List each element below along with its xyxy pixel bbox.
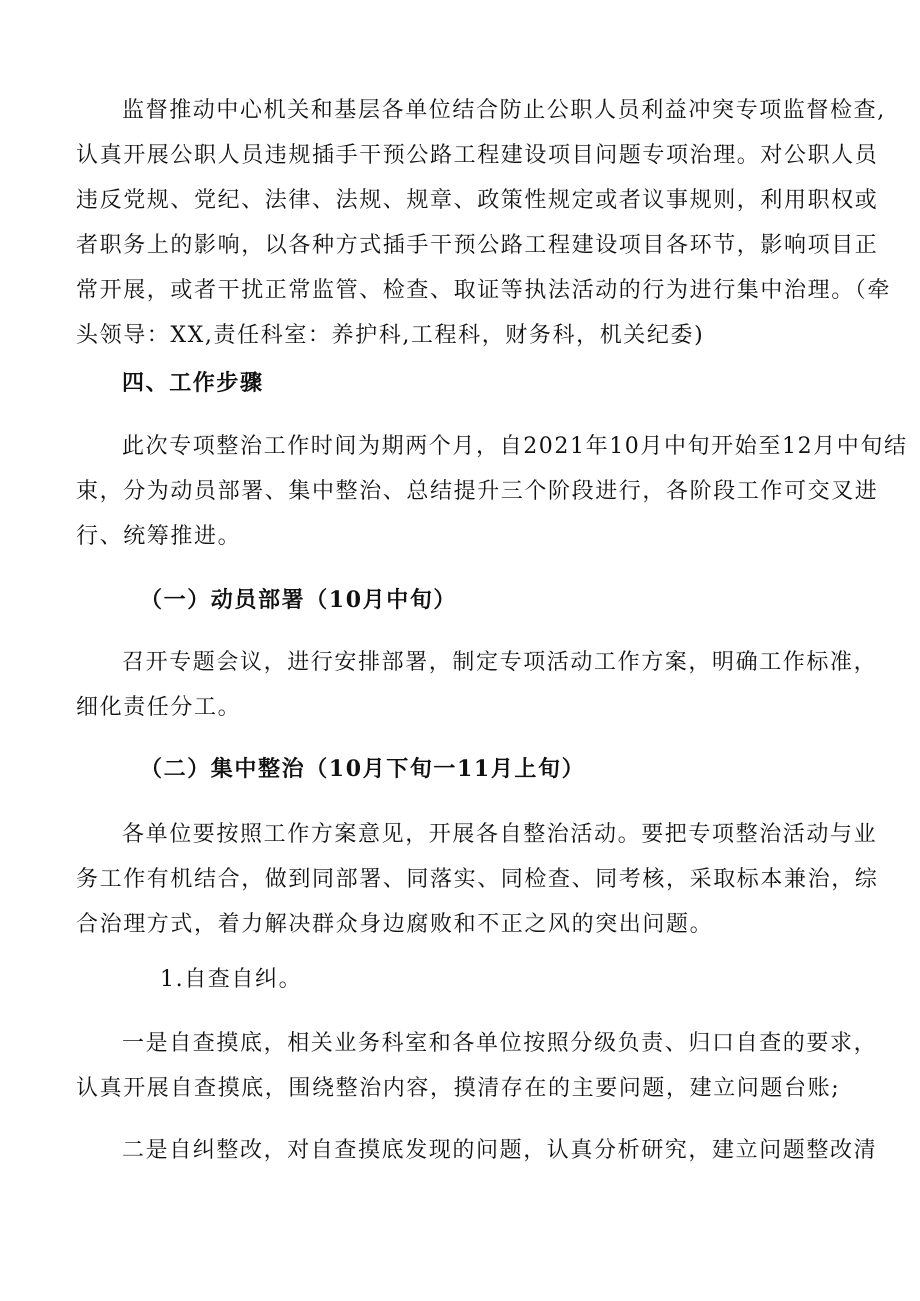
paragraph-self-correction bbox=[122, 1128, 878, 1173]
paragraph-mobilization bbox=[76, 640, 878, 730]
paragraph-supervision bbox=[76, 88, 892, 358]
text-line: 务工作有机结合，做到同部署、同落实、同检查、同考核，采取标本兼治，综 bbox=[76, 867, 879, 892]
text-line: 行、统筹推进。 bbox=[76, 524, 242, 549]
section-heading-work-steps: 四、工作步骤 bbox=[122, 370, 264, 396]
text-line: 二是自纠整改，对自查摸底发现的问题，认真分析研究，建立问题整改清 bbox=[122, 1138, 878, 1163]
text-line: 束，分为动员部署、集中整治、总结提升三个阶段进行，各阶段工作可交叉进 bbox=[76, 479, 879, 504]
text-line: 监督推动中心机关和基层各单位结合防止公职人员利益冲突专项监督检查, bbox=[122, 98, 886, 123]
paragraph-timeline bbox=[76, 424, 908, 559]
text-line: 者职务上的影响，以各种方式插手干预公路工程建设项目各环节，影响项目正 bbox=[76, 233, 879, 258]
paragraph-self-check bbox=[76, 1021, 878, 1111]
paragraph-rectification bbox=[76, 812, 879, 947]
text-line: 合治理方式，着力解决群众身边腐败和不正之风的突出问题。 bbox=[76, 912, 714, 937]
subheading-mobilization: （一）动员部署（10月中旬） bbox=[140, 587, 458, 613]
text-line: 常开展，或者干扰正常监管、检查、取证等执法活动的行为进行集中治理。（牵 bbox=[76, 278, 892, 303]
text-line: 认真开展自查摸底，围绕整治内容，摸清存在的主要问题，建立问题台账; bbox=[76, 1076, 841, 1101]
text-line: 一是自查摸底，相关业务科室和各单位按照分级负责、归口自查的要求， bbox=[122, 1031, 878, 1056]
text-line: 细化责任分工。 bbox=[76, 695, 242, 720]
text-line: 此次专项整治工作时间为期两个月，自2021年10月中旬开始至12月中旬结 bbox=[122, 434, 908, 459]
list-item-self-inspection: 1.自查自纠。 bbox=[160, 967, 303, 992]
text-line: 违反党规、党纪、法律、法规、规章、政策性规定或者议事规则，利用职权或 bbox=[76, 188, 879, 213]
subheading-concentrated-rectification: （二）集中整治（10月下旬一11月上旬） bbox=[140, 756, 586, 782]
text-line: 召开专题会议，进行安排部署，制定专项活动工作方案，明确工作标准， bbox=[122, 650, 878, 675]
text-line: 认真开展公职人员违规插手干预公路工程建设项目问题专项治理。对公职人员 bbox=[76, 143, 879, 168]
text-line: 各单位要按照工作方案意见，开展各自整治活动。要把专项整治活动与业 bbox=[122, 822, 878, 847]
text-line: 头领导：XX,责任科室：养护科,工程科，财务科，机关纪委) bbox=[76, 323, 705, 348]
